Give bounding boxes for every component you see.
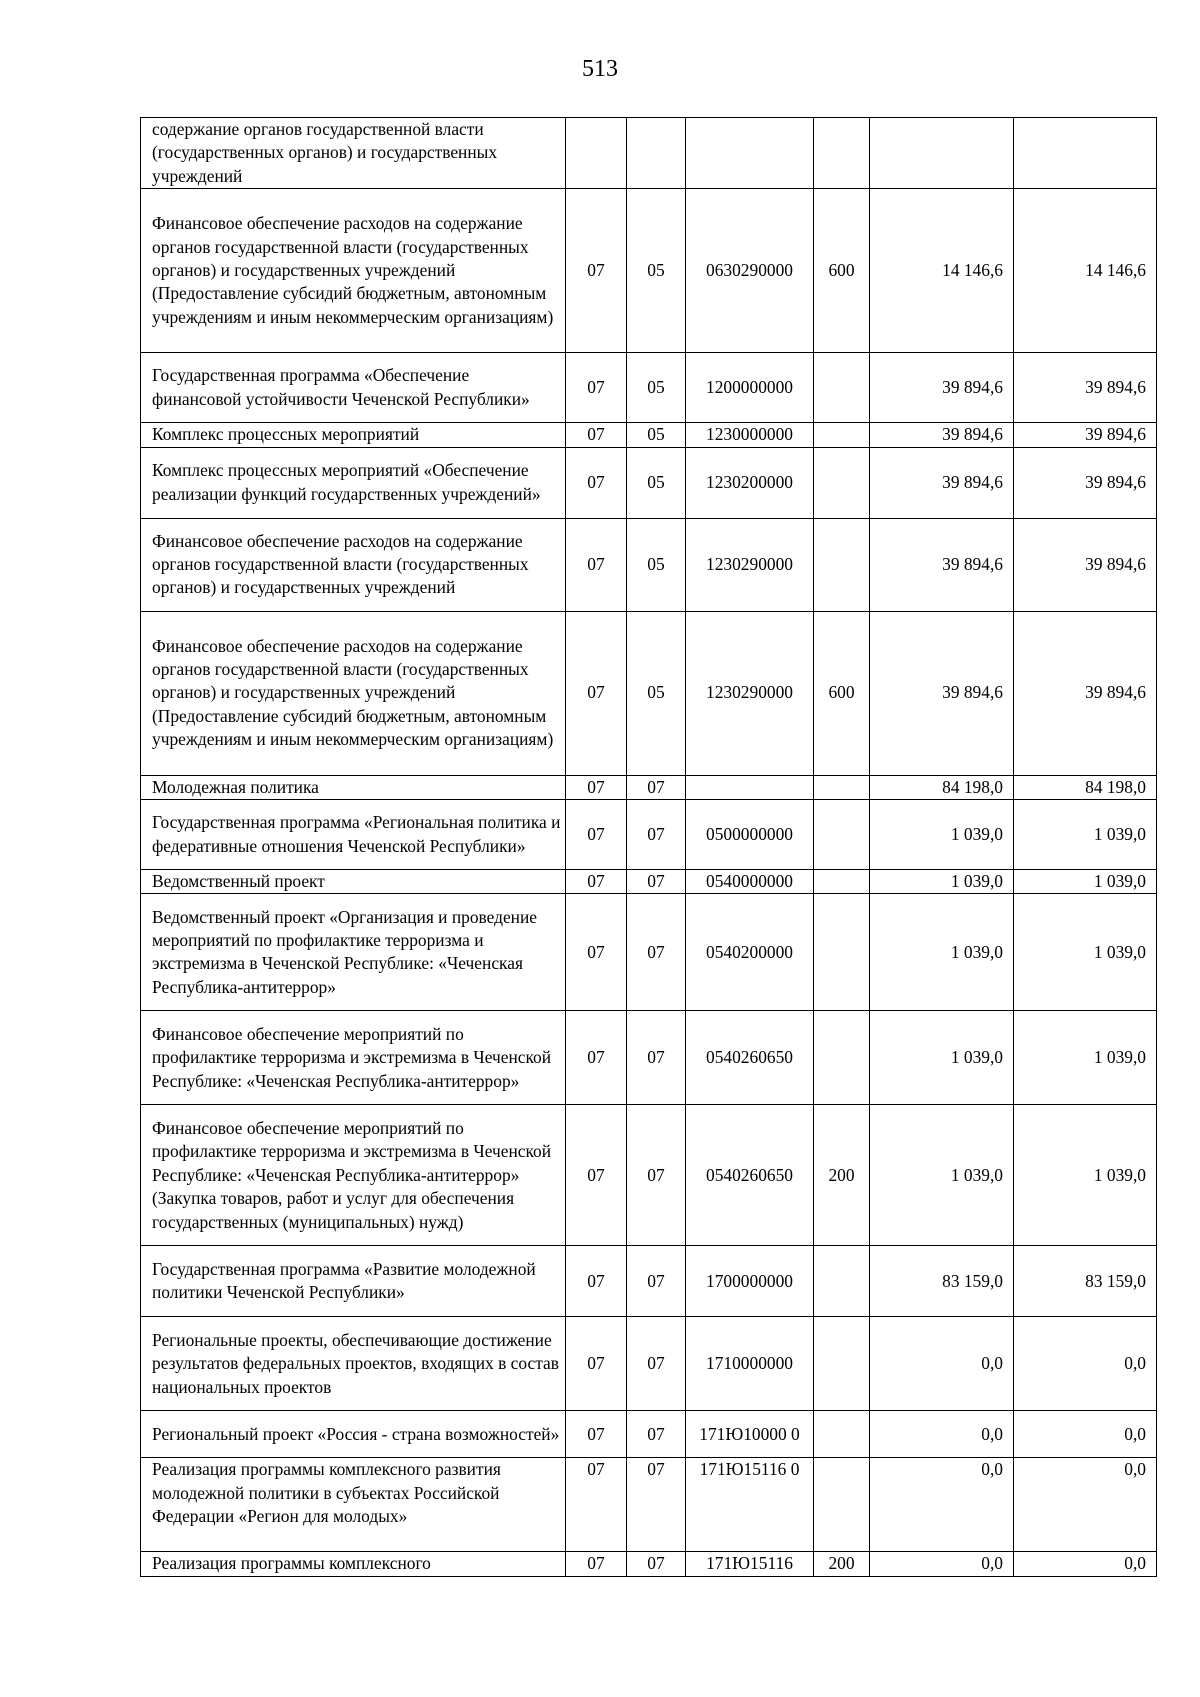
cell-amount-2: 84 198,0: [1014, 775, 1157, 799]
cell-amount-2: 0,0: [1014, 1458, 1157, 1552]
cell-amount-1: 83 159,0: [870, 1246, 1014, 1317]
cell-name: Финансовое обеспечение мероприятий по профилактике терроризма и экстремизма в Чеченской Республике: «Чеченская Республика-антитеррор» (Закупка товаров, работ и услуг для обеспечения государственных (муниципальных) нужд): [141, 1105, 566, 1246]
table-row: [141, 118, 1157, 189]
cell-name: Финансовое обеспечение расходов на содержание органов государственной власти (государственных органов) и государственных учреждений: [141, 518, 566, 611]
cell-subsection: 05: [627, 447, 686, 518]
table-row: [141, 1411, 1157, 1458]
cell-expense-type: [814, 518, 870, 611]
cell-subsection: 07: [627, 870, 686, 894]
table-row: [141, 800, 1157, 870]
table-row: [141, 1458, 1157, 1552]
table-row: [141, 447, 1157, 518]
cell-name: Реализация программы комплексного: [141, 1552, 566, 1576]
table-row: [141, 518, 1157, 611]
cell-amount-1: 84 198,0: [870, 775, 1014, 799]
cell-subsection: 07: [627, 1105, 686, 1246]
cell-amount-2: 1 039,0: [1014, 1105, 1157, 1246]
cell-expense-type: [814, 1317, 870, 1411]
cell-expense-type: 200: [814, 1552, 870, 1576]
cell-subsection: 07: [627, 1011, 686, 1105]
cell-name: Государственная программа «Обеспечение финансовой устойчивости Чеченской Республики»: [141, 353, 566, 423]
cell-amount-2: 39 894,6: [1014, 518, 1157, 611]
page-number: 513: [582, 56, 618, 82]
cell-section: 07: [566, 1011, 627, 1105]
cell-section: 07: [566, 518, 627, 611]
cell-subsection: [627, 118, 686, 189]
cell-amount-1: 39 894,6: [870, 423, 1014, 447]
cell-name: Финансовое обеспечение мероприятий по профилактике терроризма и экстремизма в Чеченской Республике: «Чеченская Республика-антитеррор»: [141, 1011, 566, 1105]
cell-section: 07: [566, 423, 627, 447]
cell-amount-1: 1 039,0: [870, 800, 1014, 870]
budget-table: [140, 117, 1157, 1577]
cell-expense-type: [814, 1011, 870, 1105]
cell-section: 07: [566, 1411, 627, 1458]
cell-amount-1: 39 894,6: [870, 353, 1014, 423]
cell-amount-1: 39 894,6: [870, 611, 1014, 775]
cell-section: [566, 118, 627, 189]
cell-amount-2: 1 039,0: [1014, 894, 1157, 1011]
cell-amount-1: 0,0: [870, 1411, 1014, 1458]
cell-section: 07: [566, 1458, 627, 1552]
cell-amount-2: [1014, 118, 1157, 189]
cell-amount-2: 0,0: [1014, 1317, 1157, 1411]
cell-section: 07: [566, 611, 627, 775]
cell-amount-2: 14 146,6: [1014, 189, 1157, 353]
cell-section: 07: [566, 189, 627, 353]
cell-subsection: 07: [627, 894, 686, 1011]
cell-subsection: 07: [627, 1552, 686, 1576]
table-row: [141, 1317, 1157, 1411]
table-row: [141, 1105, 1157, 1246]
cell-amount-2: 0,0: [1014, 1411, 1157, 1458]
cell-expense-type: [814, 775, 870, 799]
cell-name: Государственная программа «Региональная политика и федеративные отношения Чеченской Республики»: [141, 800, 566, 870]
cell-target-article: 0540000000: [686, 870, 814, 894]
cell-amount-2: 0,0: [1014, 1552, 1157, 1576]
cell-name: Реализация программы комплексного развития молодежной политики в субъектах Российской Федерации «Регион для молодых»: [141, 1458, 566, 1552]
cell-section: 07: [566, 447, 627, 518]
cell-subsection: 05: [627, 611, 686, 775]
cell-target-article: 1230290000: [686, 518, 814, 611]
cell-target-article: 1230290000: [686, 611, 814, 775]
cell-subsection: 05: [627, 423, 686, 447]
cell-name: Региональные проекты, обеспечивающие достижение результатов федеральных проектов, входящих в состав национальных проектов: [141, 1317, 566, 1411]
cell-subsection: 05: [627, 189, 686, 353]
cell-section: 07: [566, 870, 627, 894]
cell-expense-type: [814, 1246, 870, 1317]
cell-target-article: 0500000000: [686, 800, 814, 870]
cell-expense-type: [814, 1458, 870, 1552]
cell-amount-2: 83 159,0: [1014, 1246, 1157, 1317]
cell-target-article: 0630290000: [686, 189, 814, 353]
cell-section: 07: [566, 894, 627, 1011]
cell-amount-2: 39 894,6: [1014, 353, 1157, 423]
cell-amount-1: 39 894,6: [870, 518, 1014, 611]
cell-target-article: 171Ю15116 0: [686, 1458, 814, 1552]
cell-subsection: 05: [627, 518, 686, 611]
cell-expense-type: [814, 353, 870, 423]
cell-target-article: 1230000000: [686, 423, 814, 447]
cell-subsection: 07: [627, 1246, 686, 1317]
cell-amount-1: 1 039,0: [870, 894, 1014, 1011]
table-row: [141, 189, 1157, 353]
cell-expense-type: [814, 1411, 870, 1458]
cell-expense-type: [814, 447, 870, 518]
cell-section: 07: [566, 1105, 627, 1246]
table-row: [141, 1246, 1157, 1317]
cell-target-article: 0540260650: [686, 1105, 814, 1246]
table-row: [141, 894, 1157, 1011]
cell-name: Государственная программа «Развитие молодежной политики Чеченской Республики»: [141, 1246, 566, 1317]
cell-expense-type: 200: [814, 1105, 870, 1246]
cell-amount-1: 14 146,6: [870, 189, 1014, 353]
cell-subsection: 07: [627, 1458, 686, 1552]
cell-target-article: 171Ю15116: [686, 1552, 814, 1576]
cell-target-article: 1200000000: [686, 353, 814, 423]
cell-amount-2: 39 894,6: [1014, 423, 1157, 447]
table-row: [141, 775, 1157, 799]
cell-amount-1: 39 894,6: [870, 447, 1014, 518]
cell-section: 07: [566, 1552, 627, 1576]
cell-section: 07: [566, 353, 627, 423]
cell-amount-1: 0,0: [870, 1317, 1014, 1411]
cell-target-article: 0540200000: [686, 894, 814, 1011]
cell-target-article: 1710000000: [686, 1317, 814, 1411]
cell-name: Финансовое обеспечение расходов на содержание органов государственной власти (государственных органов) и государственных учреждений (Предоставление субсидий бюджетным, автономным учреждениям и иным некоммерческим организациям): [141, 189, 566, 353]
cell-amount-2: 1 039,0: [1014, 1011, 1157, 1105]
budget-table-body: [141, 118, 1157, 1577]
cell-amount-1: 1 039,0: [870, 870, 1014, 894]
table-row: [141, 1011, 1157, 1105]
cell-name: Комплекс процессных мероприятий: [141, 423, 566, 447]
cell-name: Ведомственный проект «Организация и проведение мероприятий по профилактике терроризма и экстремизма в Чеченской Республике: «Чеченская Республика-антитеррор»: [141, 894, 566, 1011]
cell-target-article: 171Ю10000 0: [686, 1411, 814, 1458]
cell-expense-type: [814, 118, 870, 189]
cell-subsection: 07: [627, 1411, 686, 1458]
cell-target-article: [686, 118, 814, 189]
cell-name: Комплекс процессных мероприятий «Обеспечение реализации функций государственных учреждений»: [141, 447, 566, 518]
cell-section: 07: [566, 775, 627, 799]
cell-amount-1: 1 039,0: [870, 1105, 1014, 1246]
cell-amount-2: 39 894,6: [1014, 447, 1157, 518]
cell-name: Региональный проект «Россия - страна возможностей»: [141, 1411, 566, 1458]
cell-subsection: 07: [627, 775, 686, 799]
cell-amount-2: 1 039,0: [1014, 870, 1157, 894]
cell-amount-2: 39 894,6: [1014, 611, 1157, 775]
table-row: [141, 611, 1157, 775]
cell-subsection: 07: [627, 1317, 686, 1411]
table-row: [141, 870, 1157, 894]
table-row: [141, 353, 1157, 423]
cell-amount-1: 0,0: [870, 1552, 1014, 1576]
cell-expense-type: [814, 894, 870, 1011]
cell-amount-1: 0,0: [870, 1458, 1014, 1552]
cell-amount-1: 1 039,0: [870, 1011, 1014, 1105]
table-row: [141, 423, 1157, 447]
cell-section: 07: [566, 1246, 627, 1317]
cell-expense-type: 600: [814, 189, 870, 353]
table-row: [141, 1552, 1157, 1576]
cell-expense-type: [814, 423, 870, 447]
cell-expense-type: [814, 870, 870, 894]
cell-target-article: 0540260650: [686, 1011, 814, 1105]
cell-name: содержание органов государственной власти (государственных органов) и государственных учреждений: [141, 118, 566, 189]
cell-expense-type: [814, 800, 870, 870]
cell-name: Финансовое обеспечение расходов на содержание органов государственной власти (государственных органов) и государственных учреждений (Предоставление субсидий бюджетным, автономным учреждениям и иным некоммерческим организациям): [141, 611, 566, 775]
cell-subsection: 05: [627, 353, 686, 423]
cell-expense-type: 600: [814, 611, 870, 775]
cell-name: Ведомственный проект: [141, 870, 566, 894]
cell-target-article: [686, 775, 814, 799]
cell-amount-2: 1 039,0: [1014, 800, 1157, 870]
cell-subsection: 07: [627, 800, 686, 870]
cell-section: 07: [566, 1317, 627, 1411]
cell-target-article: 1700000000: [686, 1246, 814, 1317]
cell-name: Молодежная политика: [141, 775, 566, 799]
cell-target-article: 1230200000: [686, 447, 814, 518]
cell-section: 07: [566, 800, 627, 870]
cell-amount-1: [870, 118, 1014, 189]
